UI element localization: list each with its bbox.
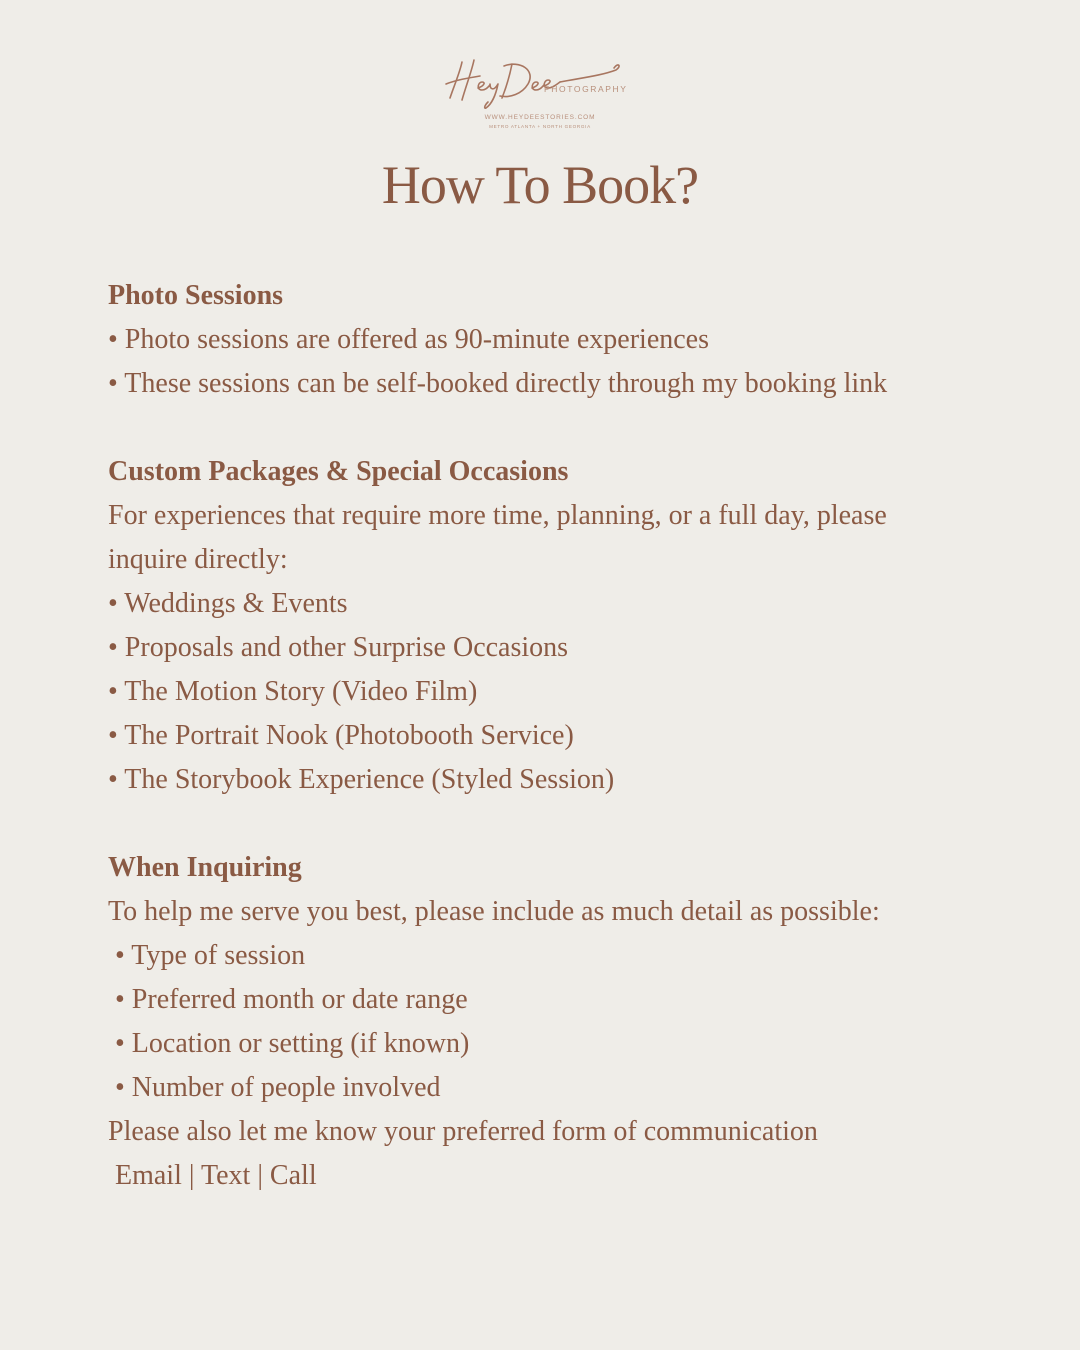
contact-options: Email | Text | Call <box>115 1160 317 1191</box>
list-item: • Proposals and other Surprise Occasions <box>108 632 569 663</box>
list-item: • Type of session <box>115 940 306 971</box>
when-inquiring-intro: To help me serve you best, please include as much detail as possible: <box>108 896 880 927</box>
list-item: • Photo sessions are offered as 90-minute experiences <box>108 324 710 355</box>
booking-content <box>108 274 1008 1198</box>
list-item: • These sessions can be self-booked directly through my booking link <box>108 368 888 399</box>
list-item: • The Portrait Nook (Photobooth Service) <box>108 720 574 751</box>
page-title: How To Book? <box>381 155 699 215</box>
logo-website-label: WWW.HEYDEESTORIES.COM <box>484 114 596 121</box>
list-item: • The Motion Story (Video Film) <box>108 676 478 707</box>
custom-packages-heading: Custom Packages & Special Occasions <box>108 456 569 487</box>
list-item: • The Storybook Experience (Styled Session) <box>108 764 615 795</box>
list-item: • Weddings & Events <box>108 588 348 619</box>
custom-packages-intro-line: For experiences that require more time, planning, or a full day, please <box>108 500 887 531</box>
custom-packages-intro-line: inquire directly: <box>108 544 288 575</box>
list-item: • Preferred month or date range <box>115 984 468 1015</box>
brand-logo <box>440 54 640 134</box>
section-spacer <box>108 802 1008 846</box>
communication-preference-line: Please also let me know your preferred form of communication <box>108 1116 818 1147</box>
section-spacer <box>108 406 1008 450</box>
list-item: • Number of people involved <box>115 1072 441 1103</box>
photo-sessions-heading: Photo Sessions <box>108 280 284 311</box>
when-inquiring-heading: When Inquiring <box>108 852 302 883</box>
logo-location-label: METRO ATLANTA + NORTH GEORGIA <box>489 124 591 129</box>
list-item: • Location or setting (if known) <box>115 1028 470 1059</box>
logo-photography-label: PHOTOGRAPHY <box>544 84 628 94</box>
